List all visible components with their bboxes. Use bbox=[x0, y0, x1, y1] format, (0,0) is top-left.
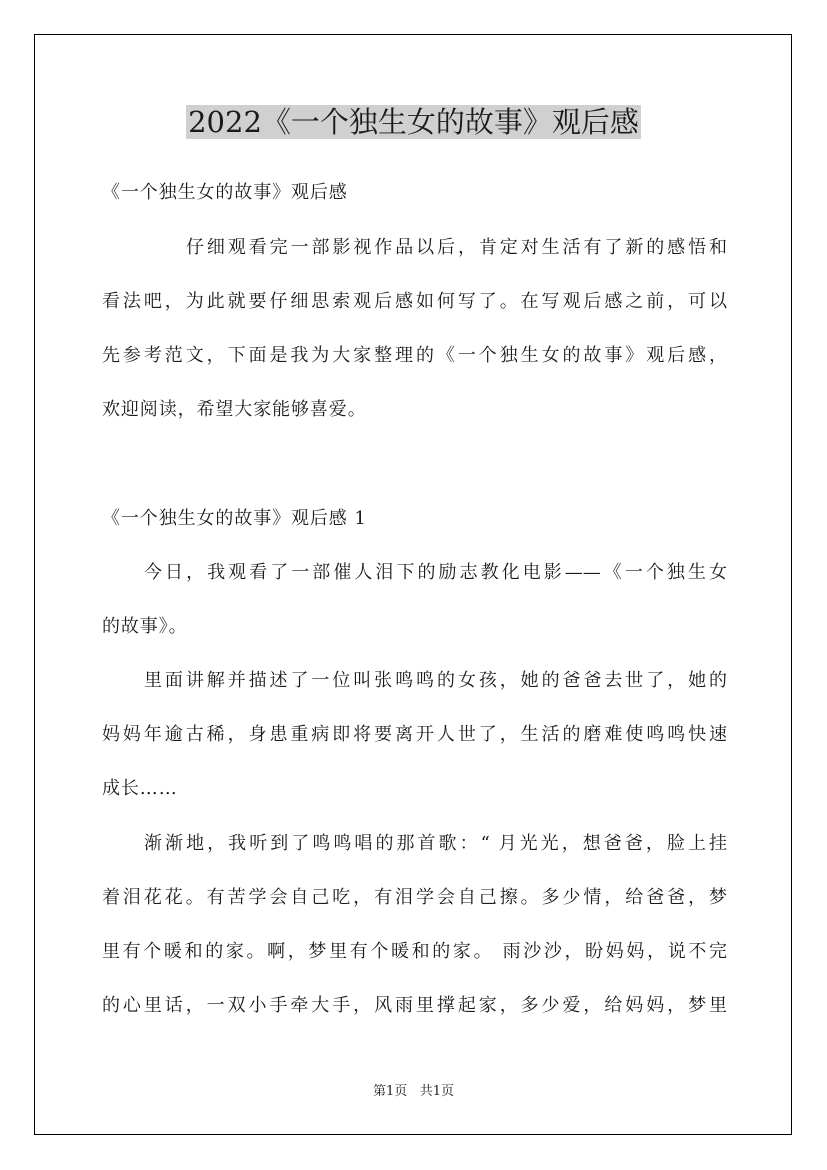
paragraph-line: 渐渐地，我听到了鸣鸣唱的那首歌：“ 月光光，想爸爸，脸上挂 bbox=[144, 833, 727, 854]
paragraph-line: 里面讲解并描述了一位叫张鸣鸣的女孩，她的爸爸去世了，她的 bbox=[144, 670, 727, 691]
paragraph-line: 的故事》。 bbox=[102, 616, 188, 637]
paragraph-line: 成长…… bbox=[102, 778, 178, 799]
page-number: 第1页 bbox=[373, 1084, 408, 1099]
intro-line-2: 看法吧，为此就要仔细思索观后感如何写了。在写观后感之前，可以 bbox=[102, 291, 727, 312]
intro-line-4: 欢迎阅读，希望大家能够喜爱。 bbox=[102, 399, 367, 420]
section-heading: 《一个独生女的故事》观后感 1 bbox=[102, 508, 367, 529]
page-total: 共1页 bbox=[419, 1084, 454, 1099]
paragraph-line: 的心里话，一双小手牵大手，风雨里撑起家，多少爱，给妈妈，梦里 bbox=[102, 995, 727, 1016]
paragraph-line: 里有个暖和的家。啊，梦里有个暖和的家。 雨沙沙，盼妈妈，说不完 bbox=[102, 941, 727, 962]
paragraph-line: 妈妈年逾古稀，身患重病即将要离开人世了，生活的磨难使鸣鸣快速 bbox=[102, 724, 727, 745]
paragraph-line: 着泪花花。有苦学会自己吃，有泪学会自己擦。多少情，给爸爸，梦 bbox=[102, 887, 727, 908]
paragraph-line: 今日，我观看了一部催人泪下的励志教化电影——《一个独生女 bbox=[144, 562, 727, 583]
document-title: 2022《一个独生女的故事》观后感 bbox=[188, 105, 639, 139]
intro-line-1: 仔细观看完一部影视作品以后，肯定对生活有了新的感悟和 bbox=[186, 237, 727, 258]
page-footer bbox=[0, 1082, 827, 1102]
intro-line-3: 先参考范文，下面是我为大家整理的《一个独生女的故事》观后感， bbox=[102, 345, 727, 366]
subtitle-line: 《一个独生女的故事》观后感 bbox=[102, 182, 348, 203]
